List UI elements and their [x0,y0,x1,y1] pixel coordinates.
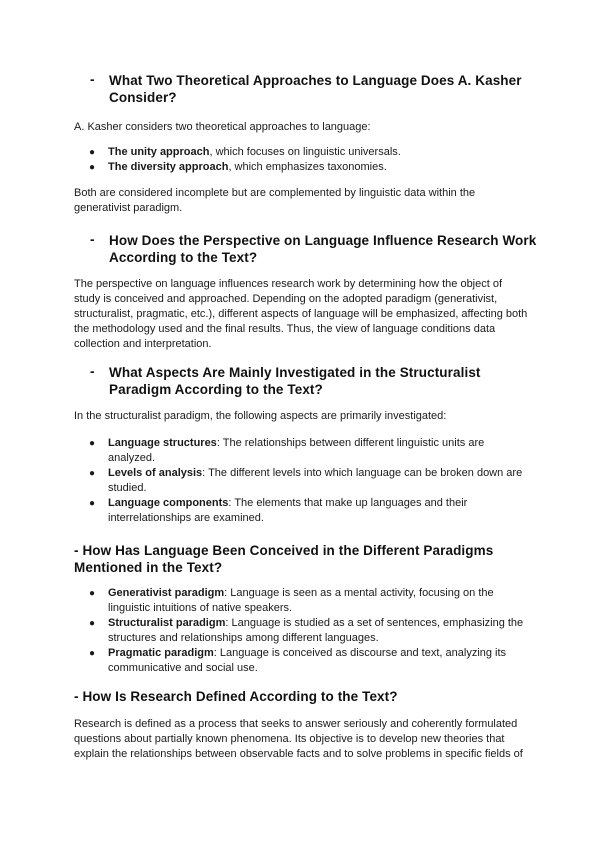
heading-dash: - [90,364,95,379]
heading-dash: - [90,232,95,247]
list-item [74,496,534,526]
item-desc: : Language is conceived as discourse and text, analyzing its communicative and social use. [108,647,507,674]
item-term: Language components [108,497,229,509]
bullet-icon: ● [89,648,96,659]
heading-text: What Two Theoretical Approaches to Language Does A. Kasher Consider? [109,73,522,105]
item-desc: : Language is seen as a mental activity, focusing on the linguistic intuitions of native speakers. [108,587,494,614]
heading-text: What Aspects Are Mainly Investigated in the Structuralist Paradigm According to the Text? [109,365,481,397]
item-term: Language structures [108,437,217,449]
item-desc: , which focuses on linguistic universals. [209,146,401,158]
list-item [74,436,534,466]
list-item [74,160,534,175]
list-item [74,466,534,496]
section-4-list [74,586,534,676]
section-1-outro: Both are considered incomplete but are complemented by linguistic data within the generativist paradigm. [74,187,476,214]
item-term: The unity approach [108,146,210,158]
item-term: The diversity approach [108,161,229,173]
item-term: Levels of analysis [108,467,203,479]
item-term: Generativist paradigm [108,587,225,599]
heading-dash: - [90,72,95,87]
bullet-icon: ● [89,162,96,173]
list-item [74,586,534,616]
heading-text: How Does the Perspective on Language Influence Research Work According to the Text? [109,233,537,265]
bullet-icon: ● [89,618,96,629]
section-2-body: The perspective on language influences research work by determining how the object of study is conceived and approached. Depending on the adopted paradigm (generativist, structuralist, pragmatic, etc.), different aspects of language will be emphasized, affecting both the methodology used and the final results. Thus, the view of language conditions data collection and interpretation. [74,278,528,350]
section-4-heading: - How Has Language Been Conceived in the Different Paradigms Mentioned in the Text? [74,543,494,575]
section-3-list [74,436,534,526]
list-item [74,145,534,160]
section-1-intro: A. Kasher considers two theoretical approaches to language: [74,121,371,133]
bullet-icon: ● [89,498,96,509]
section-1-list [74,145,534,175]
section-5-body: Research is defined as a process that seeks to answer seriously and coherently formulated questions about partially known phenomena. Its objective is to develop new theories that explain the relationships between observable facts and to solve problems in specific fields of [74,718,523,760]
list-item [74,616,534,646]
bullet-icon: ● [89,147,96,158]
bullet-icon: ● [89,438,96,449]
item-term: Structuralist paradigm [108,617,226,629]
item-term: Pragmatic paradigm [108,647,214,659]
section-3-intro: In the structuralist paradigm, the following aspects are primarily investigated: [74,410,447,422]
item-desc: : Language is studied as a set of sentences, emphasizing the structures and relationships among different languages. [108,617,524,644]
section-5-heading: - How Is Research Defined According to the Text? [74,689,398,704]
item-desc: : The elements that make up languages and their interrelationships are examined. [108,497,468,524]
list-item [74,646,534,676]
item-desc: , which emphasizes taxonomies. [228,161,387,173]
item-desc: : The relationships between different linguistic units are analyzed. [108,437,485,464]
bullet-icon: ● [89,588,96,599]
item-desc: : The different levels into which language can be broken down are studied. [108,467,523,494]
bullet-icon: ● [89,468,96,479]
